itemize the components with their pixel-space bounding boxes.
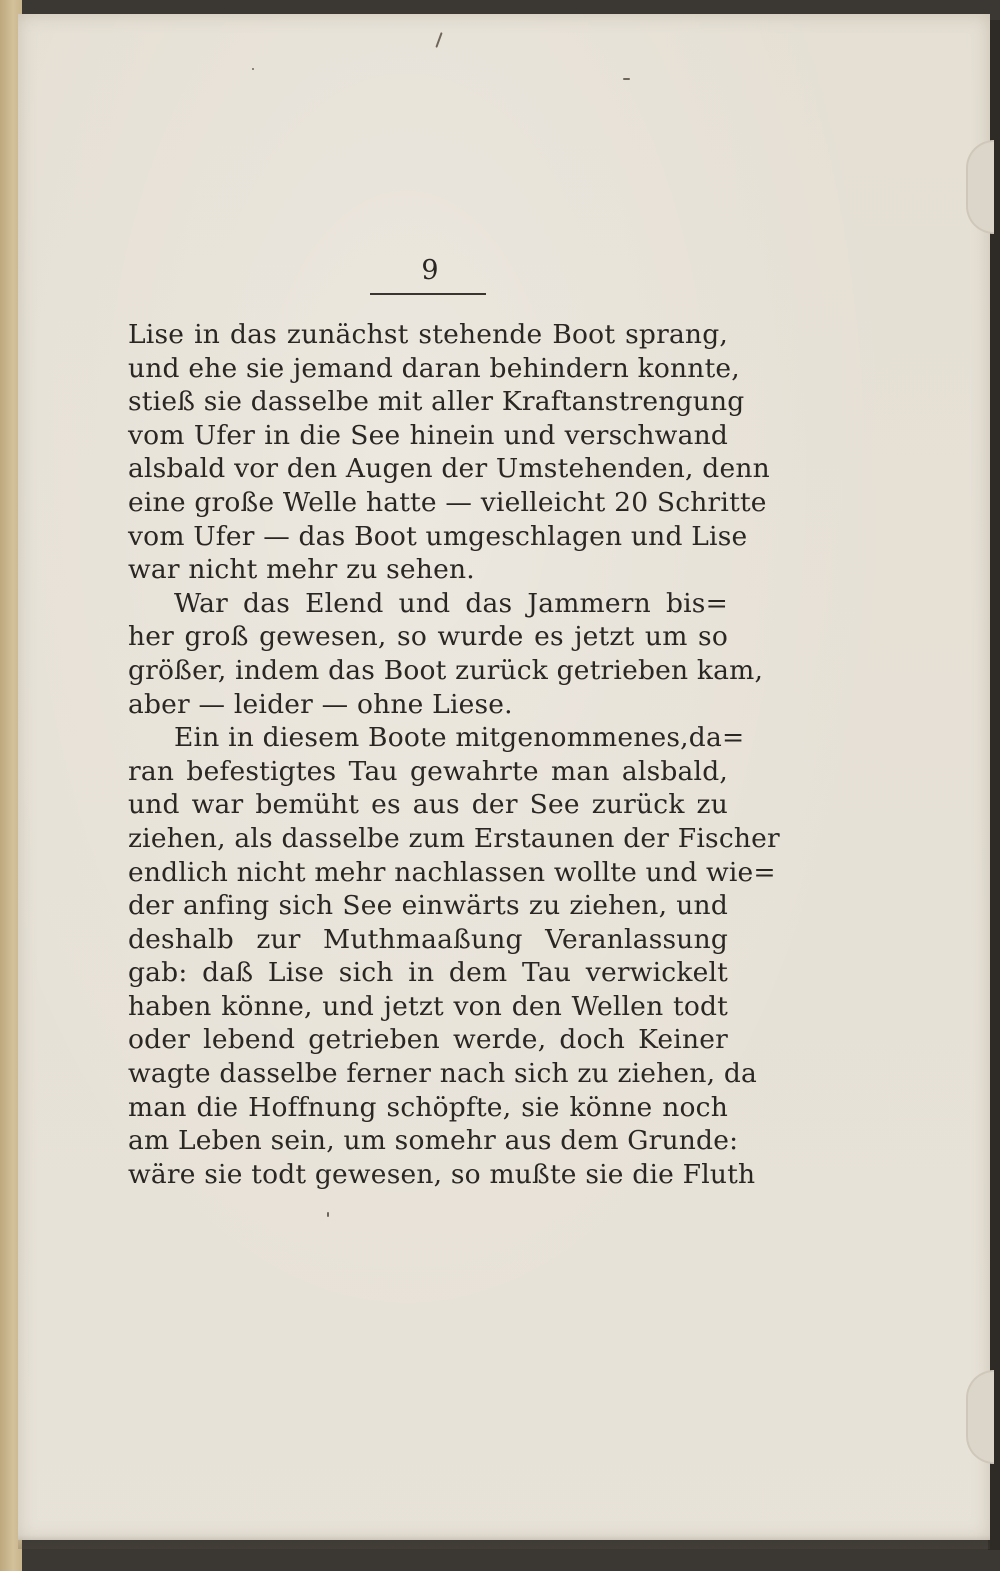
text-line: gab: daß Lise sich in dem Tau verwickelt [128, 957, 728, 989]
text-line: oder lebend getrieben werde, doch Keiner [128, 1024, 728, 1056]
text-line: Lise in das zunächst stehende Boot sprang, [128, 319, 728, 350]
text-line: wäre sie todt gewesen, so mußte sie die Fluth [128, 1158, 756, 1190]
text-line: War das Elend und das Jammern bis= [174, 587, 728, 619]
page-number: 9 [421, 255, 439, 286]
paper-speck [327, 1212, 329, 1217]
text-line: war nicht mehr zu sehen. [128, 554, 475, 586]
text-line: am Leben sein, um somehr aus dem Grunde: [128, 1125, 739, 1157]
paper-speck [623, 78, 630, 80]
text-line: Ein in diesem Boote mitgenommenes,da= [174, 722, 745, 754]
page-bottom-shadow [18, 1535, 990, 1549]
text-line: der anfing sich See einwärts zu ziehen, und [128, 890, 728, 922]
text-line: ran befestigtes Tau gewahrte man alsbald, [128, 755, 728, 787]
text-line: und ehe sie jemand daran behindern konnte, [128, 352, 740, 384]
paper-speck [252, 68, 254, 70]
body-text [128, 318, 780, 1191]
header-rule [370, 293, 486, 295]
text-line: ziehen, als dasselbe zum Erstaunen der Fischer [128, 822, 780, 854]
text-line: vom Ufer in die See hinein und verschwand [128, 419, 728, 451]
text-line: stieß sie dasselbe mit aller Kraftanstrengung [128, 386, 745, 418]
text-line: und war bemüht es aus der See zurück zu [128, 789, 728, 821]
text-line: größer, indem das Boot zurück getrieben kam, [128, 654, 764, 686]
page-clip-bottom [966, 1370, 994, 1464]
text-line: vom Ufer — das Boot umgeschlagen und Lise [128, 520, 748, 552]
text-line: haben könne, und jetzt von den Wellen todt [128, 990, 728, 1022]
text-line: deshalb zur Muthmaaßung Veranlassung [128, 923, 728, 955]
page-clip-top [966, 140, 994, 234]
text-line: man die Hoffnung schöpfte, sie könne noch [128, 1091, 728, 1123]
text-line: endlich nicht mehr nachlassen wollte und wie= [128, 856, 776, 888]
text-line: alsbald vor den Augen der Umstehenden, denn [128, 453, 770, 485]
text-line: aber — leider — ohne Liese. [128, 688, 513, 720]
text-line: wagte dasselbe ferner nach sich zu ziehen, da [128, 1058, 757, 1090]
text-line: eine große Welle hatte — vielleicht 20 Schritte [128, 486, 767, 518]
text-line: her groß gewesen, so wurde es jetzt um so [128, 621, 728, 653]
